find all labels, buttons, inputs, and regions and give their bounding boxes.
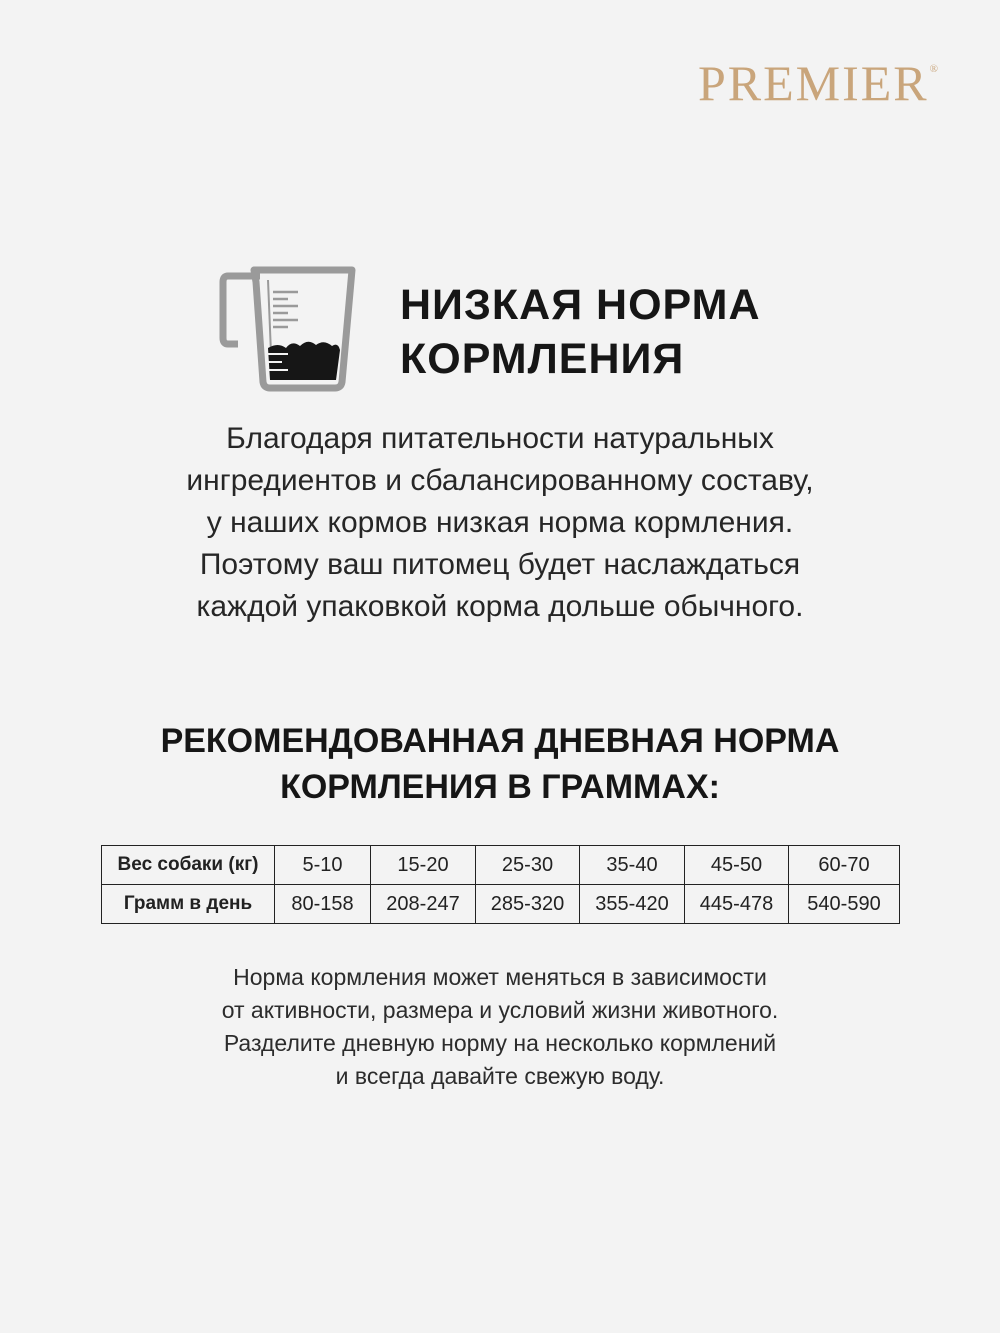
note-line: и всегда давайте свежую воду. — [335, 1063, 665, 1089]
table-row-grams — [102, 885, 900, 924]
brand-logo — [697, 55, 938, 111]
weight-row-label: Вес собаки (кг) — [102, 846, 275, 885]
note-line: Норма кормления может меняться в зависимости — [233, 964, 767, 990]
measuring-jug-icon — [218, 262, 363, 394]
table-title-line-2: КОРМЛЕНИЯ В ГРАММАХ: — [280, 768, 720, 806]
intro-line: у наших кормов низкая норма кормления. — [206, 506, 794, 539]
table-title-line-1: РЕКОМЕНДОВАННАЯ ДНЕВНАЯ НОРМА — [160, 722, 840, 760]
feeding-table — [101, 845, 900, 924]
intro-line: Поэтому ваш питомец будет наслаждаться — [199, 548, 801, 581]
section-heading — [400, 278, 761, 386]
heading-line-2: КОРМЛЕНИЯ — [400, 335, 685, 383]
weight-cell: 15-20 — [371, 846, 476, 885]
grams-row-label: Грамм в день — [102, 885, 275, 924]
note-line: от активности, размера и условий жизни животного. — [221, 997, 779, 1023]
registered-mark: ® — [929, 63, 938, 75]
grams-cell: 355-420 — [580, 885, 685, 924]
weight-cell: 5-10 — [275, 846, 371, 885]
weight-cell: 45-50 — [685, 846, 789, 885]
intro-paragraph — [0, 418, 1000, 628]
intro-line: каждой упаковкой корма дольше обычного. — [196, 590, 804, 623]
intro-line: ингредиентов и сбалансированному составу, — [186, 464, 814, 497]
note-line: Разделите дневную норму на несколько кормлений — [223, 1030, 777, 1056]
weight-cell: 35-40 — [580, 846, 685, 885]
low-feeding-rate-section — [218, 262, 858, 402]
grams-cell: 80-158 — [275, 885, 371, 924]
grams-cell: 208-247 — [371, 885, 476, 924]
table-title — [0, 718, 1000, 810]
grams-cell: 540-590 — [789, 885, 900, 924]
grams-cell: 285-320 — [476, 885, 580, 924]
weight-cell: 60-70 — [789, 846, 900, 885]
feeding-note — [0, 961, 1000, 1093]
table-row-weight — [102, 846, 900, 885]
grams-cell: 445-478 — [685, 885, 789, 924]
brand-name: PREMIER — [697, 55, 929, 111]
weight-cell: 25-30 — [476, 846, 580, 885]
intro-line: Благодаря питательности натуральных — [226, 422, 774, 455]
heading-line-1: НИЗКАЯ НОРМА — [400, 281, 761, 329]
